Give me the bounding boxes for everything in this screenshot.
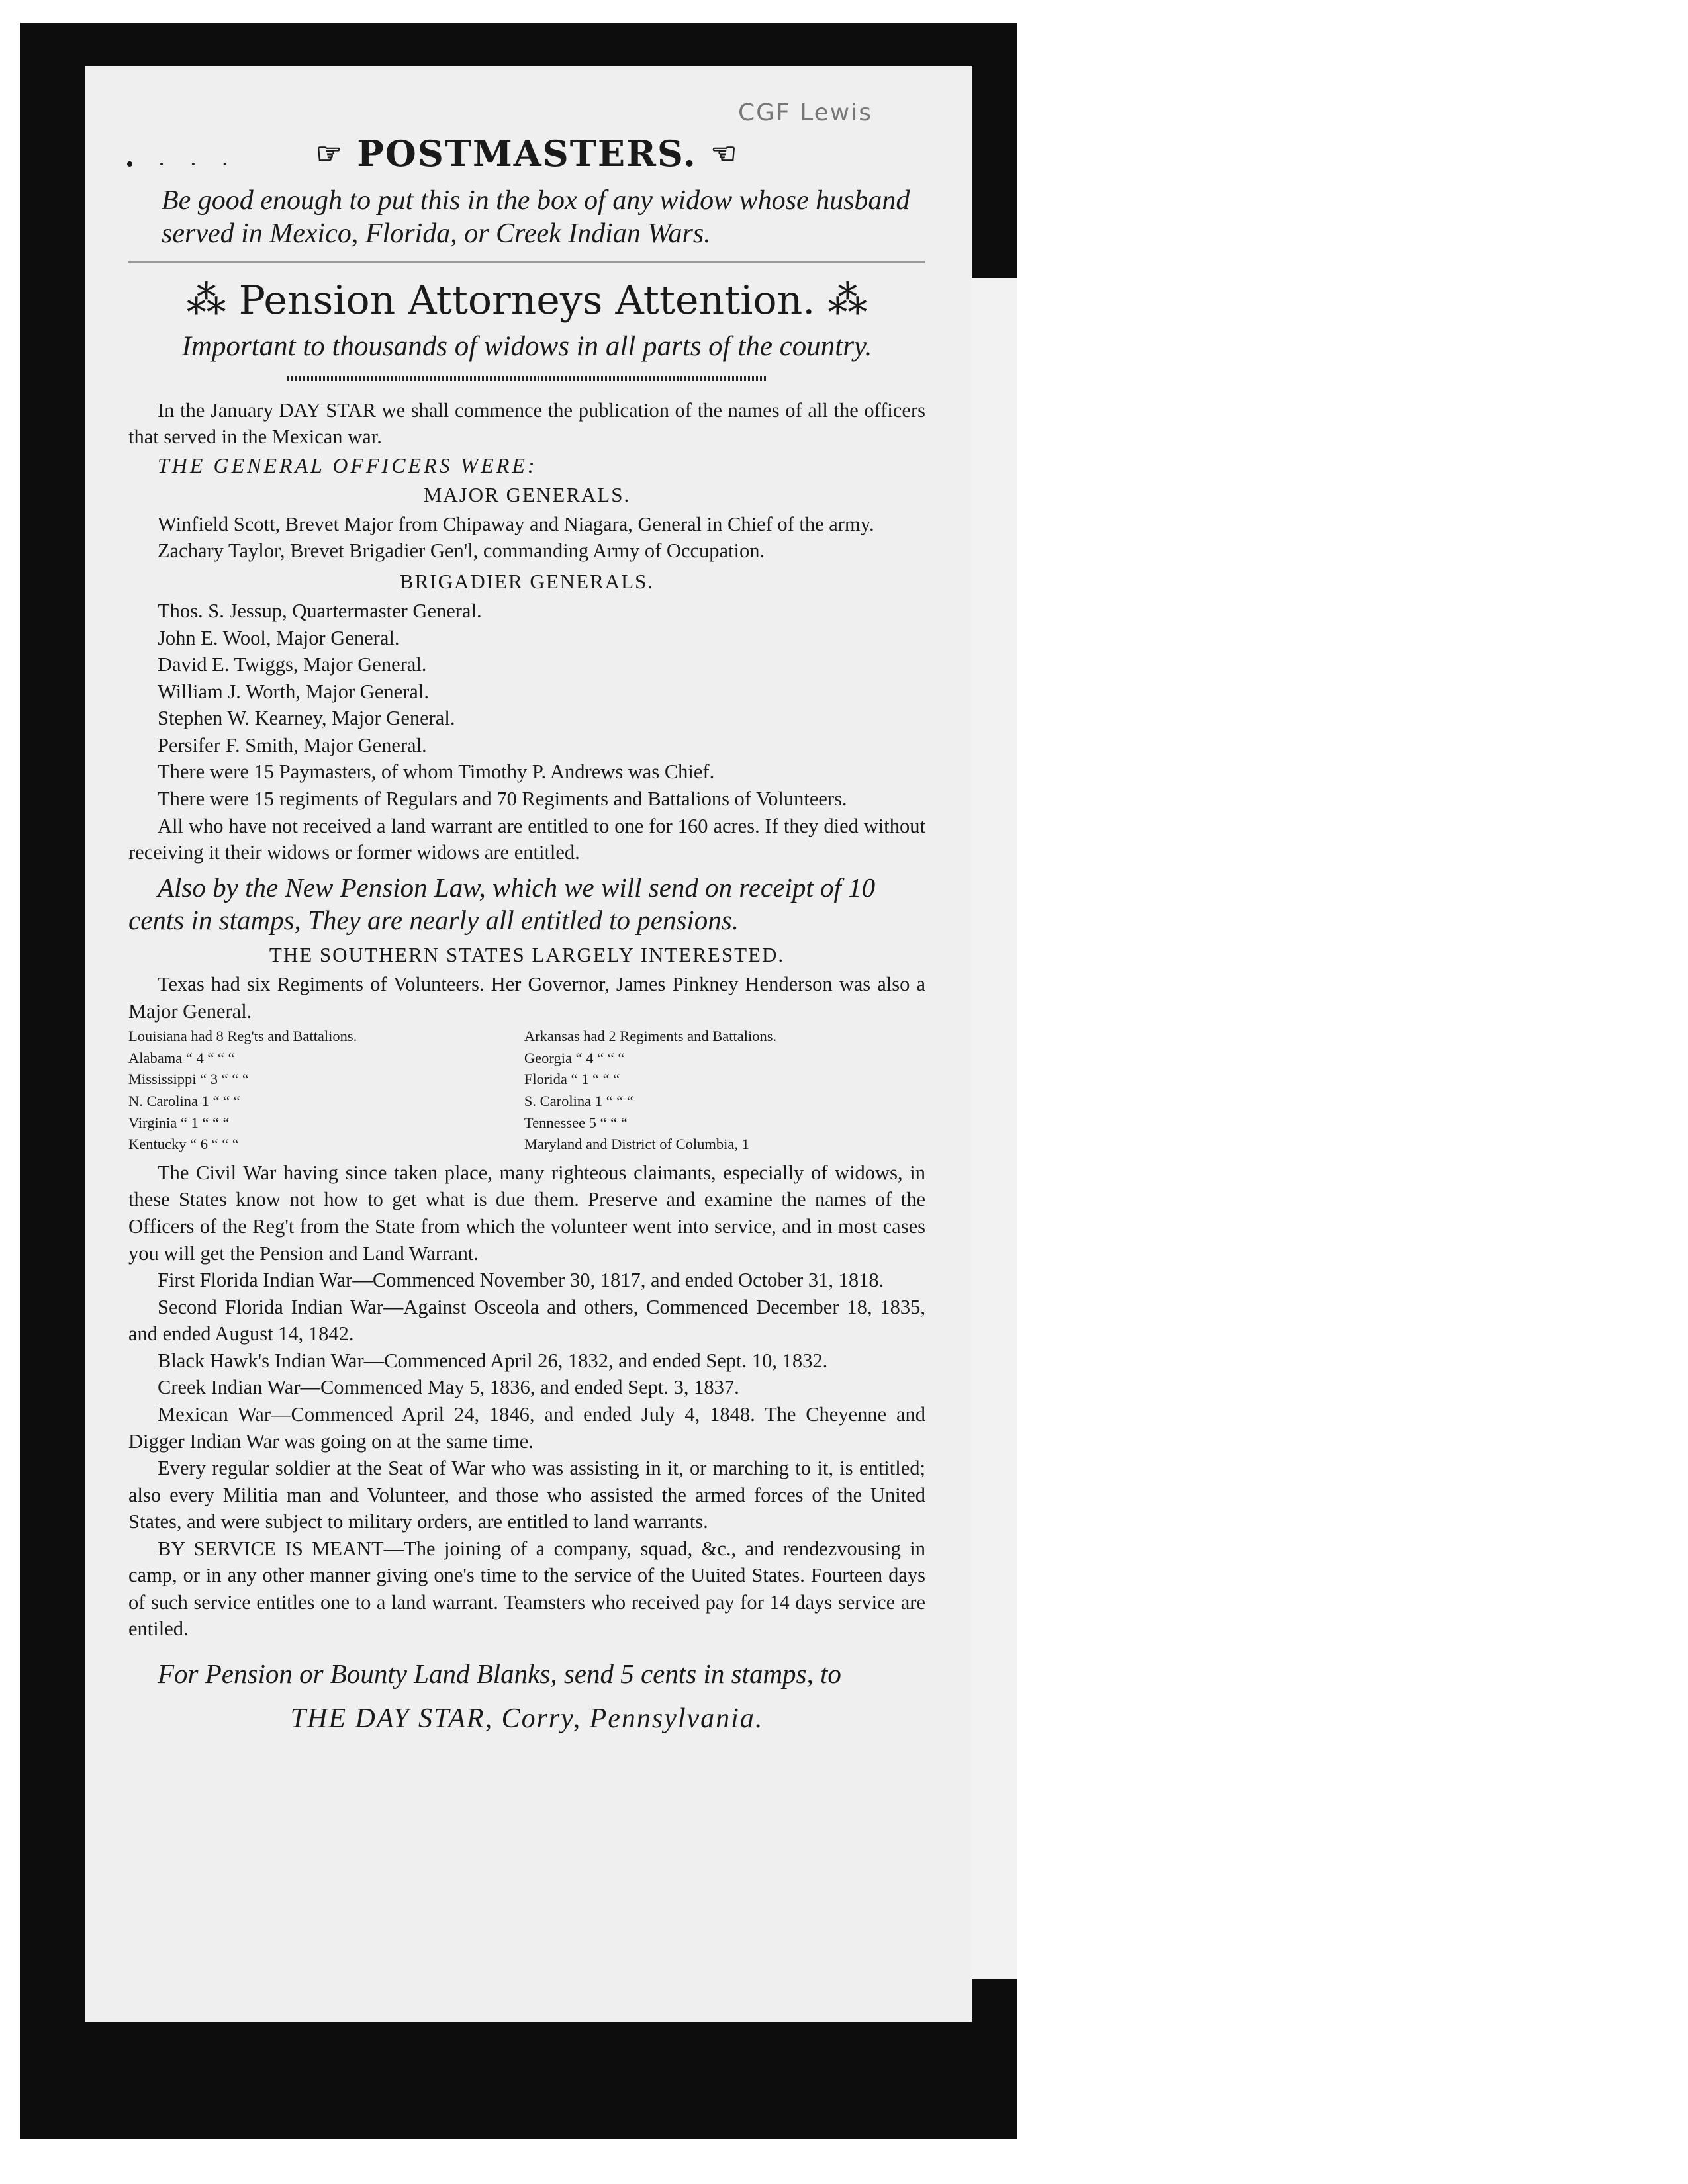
intro-paragraph: In the January DAY STAR we shall commence the publication of the names of all the officers that served in the Mexican war. [128, 398, 925, 449]
paymasters-paragraph: There were 15 Paymasters, of whom Timothy P. Andrews was Chief. [158, 760, 715, 784]
ink-specks: • · · · [126, 152, 238, 177]
page-title [128, 277, 925, 324]
land-warrant-paragraph: All who have not received a land warrant are entitled to one for 160 acres. If they died without receiving it their widows or former widows are entitled. [128, 814, 925, 864]
first-florida-war-paragraph: First Florida Indian War—Commenced November 30, 1817, and ended October 31, 1818. [158, 1269, 884, 1292]
states-column-left [128, 1026, 511, 1156]
service-definition-paragraph: BY SERVICE IS MEANT—The joining of a company, squad, &c., and rendezvousing in camp, or in any other manner giving one's time to the service of the Uuited States. Fourteen days of such service entitles one to a land warrant. Teamsters who received pay for 14 days service are entiled. [128, 1537, 925, 1641]
postmasters-notice: Be good enough to put this in the box of any widow whose husband served in Mexico, Florida, or Creek Indian Wars. [162, 185, 910, 250]
state-row: Arkansas had 2 Regiments and Battalions. [524, 1028, 777, 1045]
states-column-right [511, 1026, 925, 1156]
brigadier-generals-heading: BRIGADIER GENERALS. [399, 570, 655, 594]
postmasters-heading [128, 132, 925, 175]
state-row: Virginia “ 1 “ “ “ [128, 1114, 230, 1131]
civil-war-paragraph: The Civil War having since taken place, many righteous claimants, especially of widows, in these States know not how to get what is due them. Preserve and examine the names of the Officers of the Reg't from the State from which the volunteer went into service, and in most cases you will get the Pension and Land Warrant. [128, 1161, 925, 1265]
blanks-instruction: For Pension or Bounty Land Blanks, send 5 cents in stamps, to [158, 1659, 841, 1690]
state-row: S. Carolina 1 “ “ “ [524, 1093, 633, 1110]
mexican-war-paragraph: Mexican War—Commenced April 24, 1846, and ended July 4, 1848. The Cheyenne and Digger Indian War was going on at the same time. [128, 1402, 925, 1453]
brigadier-general-entry: William J. Worth, Major General. [158, 680, 429, 703]
major-generals-heading: MAJOR GENERALS. [423, 482, 631, 506]
ornament-right-icon: ⁂ [827, 277, 868, 324]
major-general-entry: Winfield Scott, Brevet Major from Chipaway and Niagara, General in Chief of the army. [158, 512, 874, 535]
state-row: Florida “ 1 “ “ “ [524, 1071, 620, 1088]
postmasters-title-text: POSTMASTERS. [357, 132, 697, 175]
state-row: Maryland and District of Columbia, 1 [524, 1136, 749, 1153]
brigadier-general-entry: Thos. S. Jessup, Quartermaster General. [158, 600, 482, 623]
second-florida-war-paragraph: Second Florida Indian War—Against Osceola and others, Commenced December 18, 1835, and ended August 14, 1842. [128, 1295, 925, 1345]
ornament-left-icon: ⁂ [186, 277, 226, 324]
black-hawk-war-paragraph: Black Hawk's Indian War—Commenced April 26, 1832, and ended Sept. 10, 1832. [158, 1349, 828, 1372]
brigadier-general-entry: Stephen W. Kearney, Major General. [158, 707, 455, 730]
divider [128, 261, 925, 263]
publisher-address: THE DAY STAR, Corry, Pennsylvania. [290, 1704, 764, 1735]
southern-states-heading: THE SOUTHERN STATES LARGELY INTERESTED. [269, 943, 785, 967]
state-row: Tennessee 5 “ “ “ [524, 1114, 628, 1131]
state-row: Louisiana had 8 Reg'ts and Battalions. [128, 1028, 357, 1045]
brigadier-general-entry: Persifer F. Smith, Major General. [158, 733, 427, 756]
new-pension-law-notice: Also by the New Pension Law, which we will send on receipt of 10 cents in stamps, They are nearly all entitled to pensions. [128, 872, 876, 935]
creek-war-paragraph: Creek Indian War—Commenced May 5, 1836, and ended Sept. 3, 1837. [158, 1376, 739, 1399]
scan-edge-strip [970, 278, 1017, 1979]
major-general-entry: Zachary Taylor, Brevet Brigadier Gen'l, commanding Army of Occupation. [158, 539, 765, 563]
brigadier-general-entry: David E. Twiggs, Major General. [158, 653, 427, 676]
state-row: Kentucky “ 6 “ “ “ [128, 1136, 239, 1153]
state-row: Mississippi “ 3 “ “ “ [128, 1071, 249, 1088]
state-row: Alabama “ 4 “ “ “ [128, 1049, 235, 1066]
pointing-hand-left-icon: ☜ [710, 137, 739, 171]
state-row: Georgia “ 4 “ “ “ [524, 1049, 625, 1066]
regular-soldier-paragraph: Every regular soldier at the Seat of War who was assisting in it, or marching to it, is entitled; also every Militia man and Volunteer, and those who assisted the armed forces of the United States, and were subject to military orders, are entitled to land warrants. [128, 1457, 925, 1533]
hatched-rule [287, 376, 767, 381]
brigadier-general-entry: John E. Wool, Major General. [158, 626, 400, 649]
texas-paragraph: Texas had six Regiments of Volunteers. Her Governor, James Pinkney Henderson was also a Major General. [128, 973, 925, 1023]
state-row: N. Carolina 1 “ “ “ [128, 1093, 240, 1110]
page-subtitle: Important to thousands of widows in all parts of the country. [181, 330, 872, 362]
general-officers-heading: THE GENERAL OFFICERS WERE: [158, 453, 538, 477]
states-regiments-table [128, 1026, 925, 1156]
pointing-hand-right-icon: ☞ [315, 137, 344, 171]
regiments-paragraph: There were 15 regiments of Regulars and 70 Regiments and Battalions of Volunteers. [158, 787, 847, 810]
handbill-sheet [85, 66, 972, 2022]
page-title-text: Pension Attorneys Attention. [238, 277, 816, 324]
pencil-annotation: CGF Lewis [738, 99, 872, 126]
